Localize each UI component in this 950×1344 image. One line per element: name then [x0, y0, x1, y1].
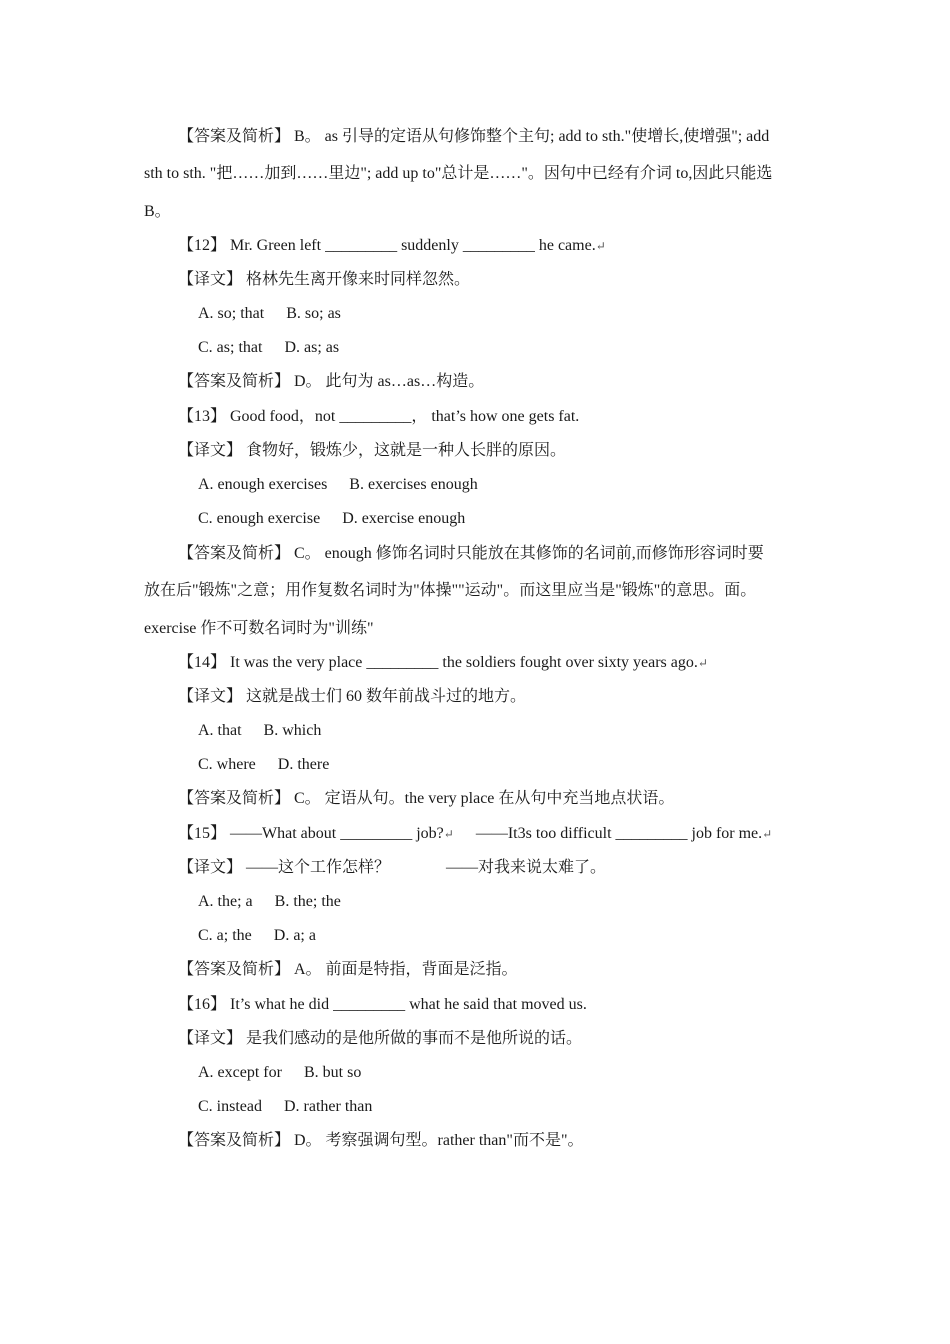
question-13-answer-line-1: 【答案及简析】 C。 enough 修饰名词时只能放在其修饰的名词前,而修饰形容词时要	[178, 545, 764, 562]
question-16-options-row-1	[198, 1063, 361, 1083]
option-d: D. a; a	[273, 927, 316, 944]
question-16-translation: 【译文】 是我们感动的是他所做的事而不是他所说的话。	[178, 1030, 583, 1047]
return-mark-icon: ↵	[697, 656, 708, 670]
question-stem-part-b: ——It3s too difficult _________ job for me.	[475, 825, 763, 842]
question-stem-text: 【14】 It was the very place _________ the soldiers fought over sixty years ago.	[178, 654, 698, 671]
question-14-options-row-2	[198, 755, 329, 775]
answer-11-line-1: 【答案及简析】 B。 as 引导的定语从句修饰整个主句; add to sth."使增长,使增强"; add	[178, 128, 770, 145]
question-14-stem	[178, 653, 708, 673]
question-13-options-row-2	[198, 509, 465, 529]
question-13-stem: 【13】 Good food，not _________， that’s how one gets fat.	[178, 408, 580, 425]
option-a: A. that	[198, 722, 242, 739]
option-b: B. exercises enough	[349, 476, 478, 493]
option-d: D. rather than	[284, 1098, 373, 1115]
answer-11-line-2: sth to sth. "把……加到……里边"; add up to"总计是……"。因句中已经有介词 to,因此只能选	[144, 165, 773, 182]
question-15-options-row-1	[198, 892, 341, 912]
question-12-options-row-1	[198, 304, 341, 324]
option-c: C. instead	[198, 1098, 262, 1115]
question-12-answer: 【答案及简析】 D。 此句为 as…as…构造。	[178, 373, 485, 390]
option-a: A. the; a	[198, 893, 253, 910]
return-mark-icon: ↵	[443, 827, 454, 841]
question-14-options-row-1	[198, 721, 321, 741]
option-c: C. a; the	[198, 927, 252, 944]
question-14-answer: 【答案及简析】 C。 定语从句。the very place 在从句中充当地点状语。	[178, 790, 675, 807]
question-15-options-row-2	[198, 926, 316, 946]
option-c: C. where	[198, 756, 256, 773]
answer-11-line-3: B。	[144, 203, 171, 220]
option-b: B. which	[263, 722, 322, 739]
question-12-translation: 【译文】 格林先生离开像来时同样忽然。	[178, 271, 471, 288]
option-d: D. as; as	[284, 339, 340, 356]
return-mark-icon: ↵	[595, 239, 606, 253]
question-16-options-row-2	[198, 1097, 372, 1117]
translation-part-b: ——对我来说太难了。	[446, 859, 607, 876]
question-12-options-row-2	[198, 338, 339, 358]
option-b: B. but so	[303, 1064, 362, 1081]
question-15-translation	[178, 858, 606, 878]
question-13-answer-line-3: exercise 作不可数名词时为"训练"	[144, 620, 374, 637]
question-12-stem	[178, 236, 606, 256]
option-a: A. enough exercises	[198, 476, 328, 493]
question-15-stem	[178, 824, 772, 844]
option-d: D. there	[277, 756, 330, 773]
return-mark-icon: ↵	[762, 827, 773, 841]
question-stem-text: 【12】 Mr. Green left _________ suddenly _________ he came.	[178, 237, 596, 254]
option-d: D. exercise enough	[342, 510, 466, 527]
question-13-translation: 【译文】 食物好，锻炼少，这就是一种人长胖的原因。	[178, 442, 567, 459]
option-c: C. enough exercise	[198, 510, 321, 527]
option-b: B. so; as	[286, 305, 341, 322]
question-14-translation: 【译文】 这就是战士们 60 数年前战斗过的地方。	[178, 688, 527, 705]
translation-part-a: 【译文】 ——这个工作怎样？	[178, 859, 391, 876]
option-c: C. as; that	[198, 339, 263, 356]
question-13-options-row-1	[198, 475, 478, 495]
option-a: A. so; that	[198, 305, 265, 322]
question-16-stem: 【16】 It’s what he did _________ what he said that moved us.	[178, 996, 587, 1013]
question-15-answer: 【答案及简析】 A。 前面是特指，背面是泛指。	[178, 961, 518, 978]
option-b: B. the; the	[274, 893, 341, 910]
option-a: A. except for	[198, 1064, 282, 1081]
question-16-answer: 【答案及简析】 D。 考察强调句型。rather than"而不是"。	[178, 1132, 584, 1149]
question-13-answer-line-2: 放在后"锻炼"之意；用作复数名词时为"体操""运动"。而这里应当是"锻炼"的意思。面。	[144, 582, 757, 599]
question-stem-part-a: 【15】 ——What about _________ job?	[178, 825, 444, 842]
